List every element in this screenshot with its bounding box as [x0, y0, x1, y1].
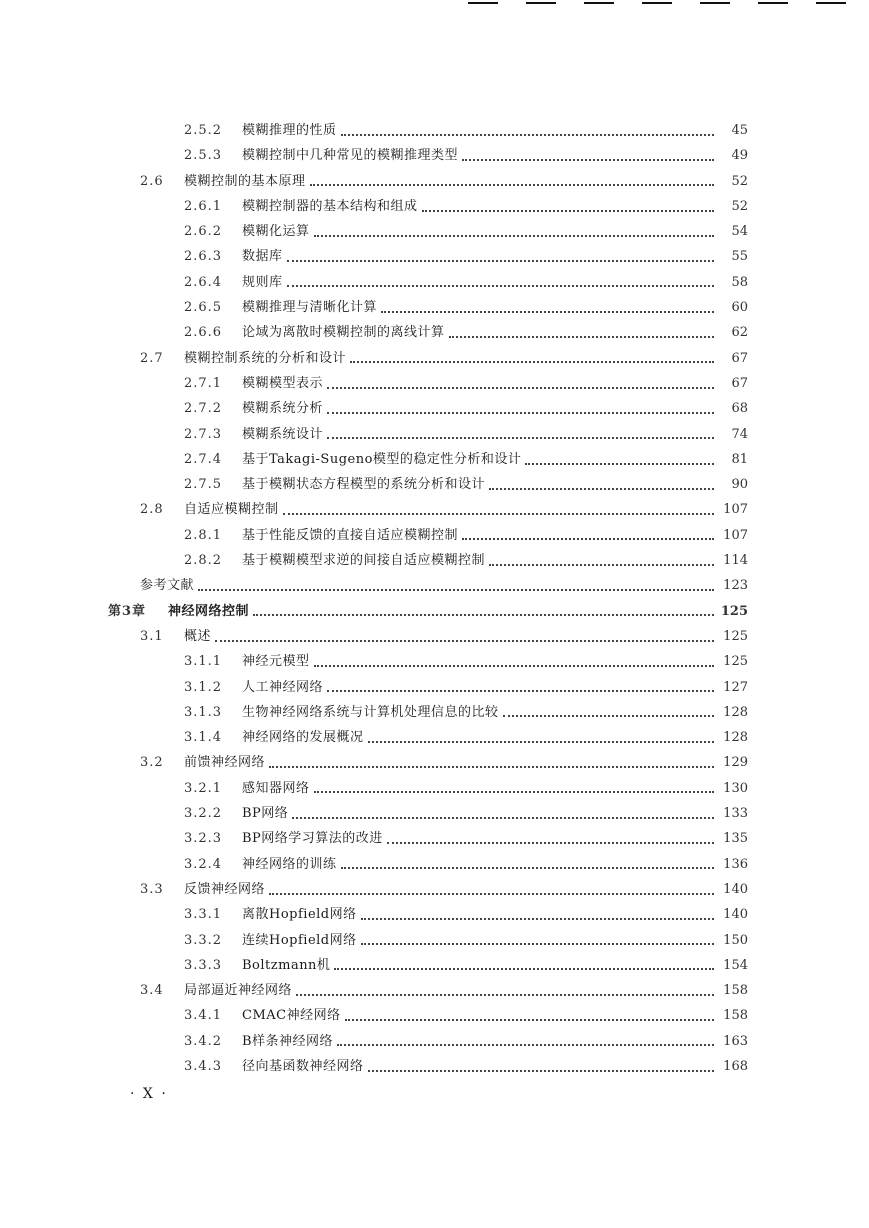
toc-entry-page: 158 — [723, 983, 748, 999]
toc-entry-number: 2.6.2 — [184, 224, 223, 240]
toc-entry[interactable] — [108, 447, 748, 472]
toc-entry-title: 模糊模型表示 — [242, 375, 324, 391]
dot-leader — [341, 134, 714, 136]
toc-entry[interactable] — [108, 1003, 748, 1028]
toc-entry-number: 2.5.3 — [184, 148, 223, 164]
table-of-contents — [108, 118, 748, 1079]
toc-entry-number: 3.4.1 — [184, 1008, 223, 1024]
toc-entry-page: 125 — [723, 654, 748, 670]
toc-entry-page: 168 — [723, 1058, 748, 1074]
toc-entry[interactable] — [108, 725, 748, 750]
toc-entry-title: Boltzmann机 — [242, 957, 331, 973]
toc-entry[interactable] — [108, 371, 748, 396]
toc-entry-number: 3.1.3 — [184, 704, 223, 720]
toc-entry-title: 连续Hopfield网络 — [242, 932, 357, 948]
toc-entry-number: 3.2.1 — [184, 780, 223, 796]
dot-leader — [292, 817, 714, 819]
dot-leader — [215, 640, 714, 642]
toc-entry-page: 136 — [723, 856, 748, 872]
toc-entry[interactable] — [108, 776, 748, 801]
dot-leader — [489, 564, 714, 566]
toc-entry-page: 125 — [723, 628, 748, 644]
toc-entry[interactable] — [108, 346, 748, 371]
toc-entry-number: 2.6.5 — [184, 300, 223, 316]
dot-leader — [327, 387, 714, 389]
toc-entry-title: 基于模糊状态方程模型的系统分析和设计 — [242, 477, 486, 493]
toc-entry-number: 2.6.6 — [184, 325, 223, 341]
toc-entry-number: 3.3.3 — [184, 957, 223, 973]
toc-entry[interactable] — [108, 902, 748, 927]
toc-entry[interactable] — [108, 675, 748, 700]
toc-entry-page: 154 — [723, 957, 748, 973]
toc-entry[interactable] — [108, 295, 748, 320]
toc-entry-number: 3.1 — [140, 628, 164, 644]
toc-entry-title: 神经网络的训练 — [242, 856, 337, 872]
toc-entry-page: 150 — [723, 932, 748, 948]
toc-entry-page: 135 — [723, 831, 748, 847]
toc-entry-page: 81 — [731, 451, 748, 467]
toc-entry-page: 74 — [731, 426, 748, 442]
toc-entry-title: 人工神经网络 — [242, 679, 324, 695]
dot-leader — [489, 488, 714, 490]
toc-entry[interactable] — [108, 244, 748, 269]
toc-entry-number: 2.8 — [140, 502, 164, 518]
toc-entry[interactable] — [108, 472, 748, 497]
toc-entry-page: 62 — [731, 325, 748, 341]
dot-leader — [327, 437, 714, 439]
toc-entry[interactable] — [108, 750, 748, 775]
toc-entry-title: 基于Takagi-Sugeno模型的稳定性分析和设计 — [242, 451, 522, 467]
toc-entry-page: 60 — [731, 300, 748, 316]
toc-entry-page: 58 — [731, 274, 748, 290]
toc-entry-number: 3.3.2 — [184, 932, 223, 948]
toc-entry[interactable] — [108, 219, 748, 244]
toc-entry-number: 2.7.4 — [184, 451, 223, 467]
toc-entry-page: 55 — [731, 249, 748, 265]
toc-entry-title: 模糊系统设计 — [242, 426, 324, 442]
toc-entry-title: 参考文献 — [140, 578, 195, 594]
toc-entry-number: 2.6.3 — [184, 249, 223, 265]
toc-entry-title: 前馈神经网络 — [184, 755, 266, 771]
dot-leader — [314, 235, 714, 237]
dot-leader — [525, 463, 714, 465]
toc-entry-number: 3.3.1 — [184, 907, 223, 923]
toc-entry-page: 49 — [731, 148, 748, 164]
toc-entry-title: 模糊控制器的基本结构和组成 — [242, 198, 418, 214]
dot-leader — [314, 791, 714, 793]
dot-leader — [361, 943, 714, 945]
toc-entry[interactable] — [108, 523, 748, 548]
toc-entry-number: 3.2.4 — [184, 856, 223, 872]
dot-leader — [198, 589, 714, 591]
toc-entry-page: 133 — [723, 806, 748, 822]
toc-entry-page: 128 — [723, 730, 748, 746]
toc-entry[interactable] — [108, 599, 748, 624]
dot-leader — [296, 994, 714, 996]
toc-entry[interactable] — [108, 422, 748, 447]
toc-entry-page: 114 — [723, 553, 748, 569]
toc-entry-title: 论域为离散时模糊控制的离线计算 — [242, 325, 445, 341]
toc-entry-title: 模糊化运算 — [242, 224, 310, 240]
dot-leader — [368, 741, 714, 743]
dot-leader — [387, 842, 714, 844]
toc-entry[interactable] — [108, 624, 748, 649]
top-edge-marks — [0, 0, 869, 8]
toc-entry[interactable] — [108, 1054, 748, 1079]
toc-entry-title: 反馈神经网络 — [184, 881, 266, 897]
toc-entry[interactable] — [108, 270, 748, 295]
dot-leader — [283, 513, 714, 515]
toc-entry-page: 128 — [723, 704, 748, 720]
dot-leader — [449, 336, 714, 338]
toc-entry-page: 67 — [731, 350, 748, 366]
toc-entry[interactable] — [108, 143, 748, 168]
toc-entry-title: 基于模糊模型求逆的间接自适应模糊控制 — [242, 553, 486, 569]
dot-leader — [503, 715, 714, 717]
toc-entry-page: 129 — [723, 755, 748, 771]
toc-entry-page: 54 — [731, 224, 748, 240]
toc-entry-number: 3.4 — [140, 983, 164, 999]
toc-entry-number: 2.6 — [140, 173, 164, 189]
dot-leader — [462, 538, 714, 540]
toc-entry[interactable] — [108, 928, 748, 953]
toc-entry[interactable] — [108, 877, 748, 902]
toc-entry-number: 2.8.2 — [184, 553, 223, 569]
toc-entry-title: B样条神经网络 — [242, 1033, 334, 1049]
dot-leader — [287, 285, 714, 287]
toc-entry-title: 神经网络的发展概况 — [242, 730, 364, 746]
toc-entry-page: 130 — [723, 780, 748, 796]
toc-entry-number: 2.8.1 — [184, 527, 223, 543]
toc-entry[interactable] — [108, 169, 748, 194]
dot-leader — [269, 893, 714, 895]
toc-entry[interactable] — [108, 953, 748, 978]
toc-entry-title: 模糊控制的基本原理 — [184, 173, 306, 189]
toc-entry-title: 生物神经网络系统与计算机处理信息的比较 — [242, 704, 499, 720]
toc-entry-number: 3.2.3 — [184, 831, 223, 847]
toc-entry-page: 68 — [731, 401, 748, 417]
toc-entry-number: 2.7.5 — [184, 477, 223, 493]
toc-entry-number: 2.7 — [140, 350, 164, 366]
dot-leader — [327, 690, 714, 692]
dot-leader — [361, 918, 714, 920]
toc-entry-page: 123 — [723, 578, 748, 594]
toc-entry-number: 3.1.4 — [184, 730, 223, 746]
toc-entry-page: 52 — [731, 198, 748, 214]
toc-entry-number: 2.6.4 — [184, 274, 223, 290]
dot-leader — [287, 260, 714, 262]
dot-leader — [422, 210, 714, 212]
dot-leader — [462, 159, 714, 161]
toc-entry[interactable] — [108, 1029, 748, 1054]
toc-entry-page: 67 — [731, 375, 748, 391]
toc-entry-title: 模糊控制中几种常见的模糊推理类型 — [242, 148, 459, 164]
toc-entry-page: 127 — [723, 679, 748, 695]
dot-leader — [327, 412, 714, 414]
dot-leader — [368, 1070, 714, 1072]
toc-entry-title: CMAC神经网络 — [242, 1008, 341, 1024]
toc-entry-page: 140 — [723, 907, 748, 923]
toc-entry-page: 45 — [731, 123, 748, 138]
toc-entry-title: 规则库 — [242, 274, 283, 290]
toc-entry-page: 107 — [723, 502, 748, 518]
toc-entry-page: 163 — [723, 1033, 748, 1049]
toc-entry-title: 数据库 — [242, 249, 283, 265]
dot-leader — [337, 1044, 714, 1046]
toc-entry-title: 概述 — [184, 628, 212, 644]
toc-entry-title: 感知器网络 — [242, 780, 310, 796]
toc-entry-number: 2.7.3 — [184, 426, 223, 442]
page-number-footer: · X · — [130, 1086, 168, 1102]
toc-entry-page: 158 — [723, 1008, 748, 1024]
toc-entry[interactable] — [108, 801, 748, 826]
toc-entry[interactable] — [108, 700, 748, 725]
toc-entry[interactable] — [108, 194, 748, 219]
dot-leader — [269, 766, 714, 768]
toc-entry-number: 3.2 — [140, 755, 164, 771]
toc-entry-title: 神经元模型 — [242, 654, 310, 670]
toc-entry-title: 基于性能反馈的直接自适应模糊控制 — [242, 527, 459, 543]
toc-entry-page: 125 — [720, 603, 748, 619]
toc-entry[interactable] — [108, 497, 748, 522]
toc-entry-page: 107 — [723, 527, 748, 543]
toc-entry-title: 局部逼近神经网络 — [184, 983, 293, 999]
toc-entry[interactable] — [108, 573, 748, 598]
toc-entry-page: 140 — [723, 881, 748, 897]
toc-entry[interactable] — [108, 852, 748, 877]
toc-entry-page: 90 — [731, 477, 748, 493]
toc-entry-number: 第3章 — [108, 603, 147, 619]
dot-leader — [253, 614, 714, 616]
dot-leader — [345, 1019, 714, 1021]
toc-entry-page: 52 — [731, 173, 748, 189]
toc-entry-title: 自适应模糊控制 — [184, 502, 279, 518]
toc-entry[interactable] — [108, 826, 748, 851]
toc-entry-title: 模糊推理的性质 — [242, 123, 337, 138]
toc-entry-number: 2.7.1 — [184, 375, 223, 391]
toc-entry-number: 3.1.1 — [184, 654, 223, 670]
toc-entry[interactable] — [108, 396, 748, 421]
dot-leader — [314, 665, 714, 667]
toc-entry-number: 3.4.3 — [184, 1058, 223, 1074]
toc-entry[interactable] — [108, 978, 748, 1003]
toc-entry-title: 神经网络控制 — [168, 603, 250, 619]
toc-entry-number: 3.2.2 — [184, 806, 223, 822]
toc-entry-number: 3.3 — [140, 881, 164, 897]
toc-entry[interactable] — [108, 118, 748, 143]
toc-entry-title: 径向基函数神经网络 — [242, 1058, 364, 1074]
toc-entry[interactable] — [108, 548, 748, 573]
toc-entry[interactable] — [108, 649, 748, 674]
toc-entry-title: 模糊推理与清晰化计算 — [242, 300, 378, 316]
dot-leader — [341, 867, 714, 869]
toc-entry-title: 模糊控制系统的分析和设计 — [184, 350, 347, 366]
toc-entry-title: 离散Hopfield网络 — [242, 907, 357, 923]
toc-entry-number: 3.4.2 — [184, 1033, 223, 1049]
toc-entry-title: 模糊系统分析 — [242, 401, 324, 417]
dot-leader — [334, 968, 714, 970]
dot-leader — [381, 311, 714, 313]
toc-entry[interactable] — [108, 320, 748, 345]
toc-entry-number: 2.6.1 — [184, 198, 223, 214]
toc-entry-title: BP网络 — [242, 806, 289, 822]
toc-entry-number: 2.7.2 — [184, 401, 223, 417]
dot-leader — [310, 184, 714, 186]
toc-entry-title: BP网络学习算法的改进 — [242, 831, 383, 847]
toc-entry-number: 2.5.2 — [184, 123, 223, 138]
toc-entry-number: 3.1.2 — [184, 679, 223, 695]
dot-leader — [350, 361, 714, 363]
